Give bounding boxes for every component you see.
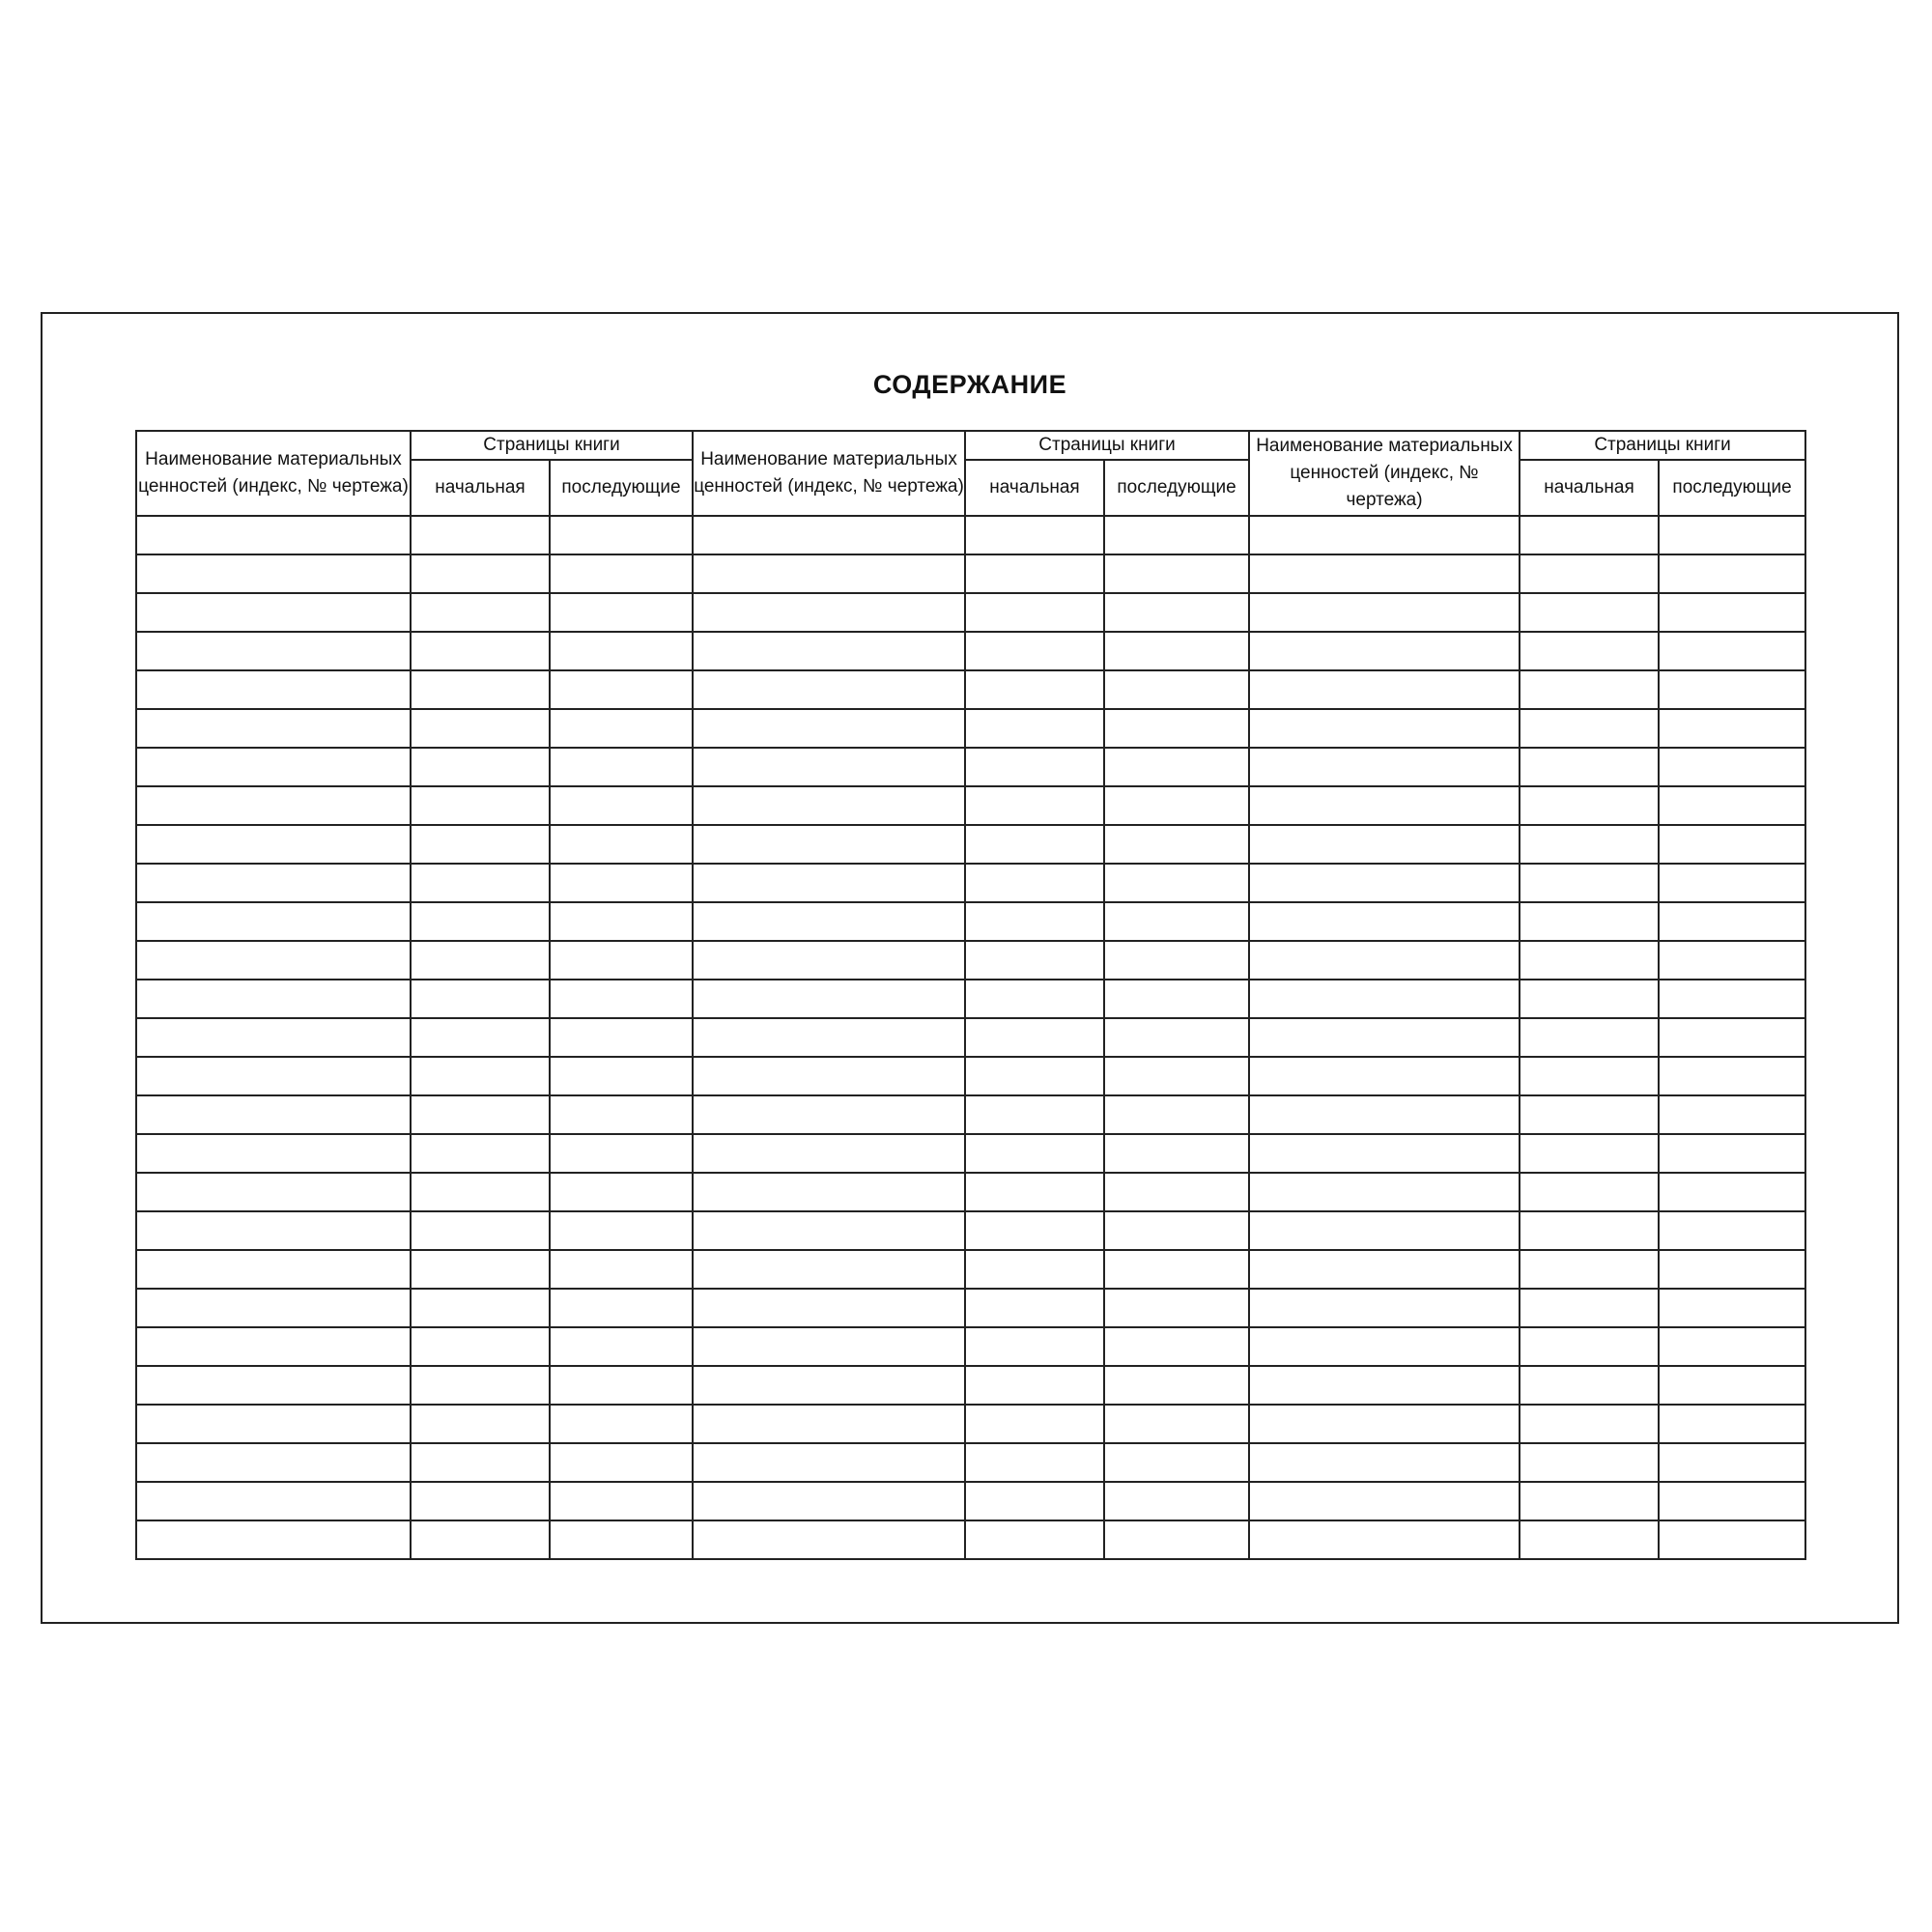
initial-page-cell[interactable] xyxy=(965,632,1104,670)
name-cell[interactable] xyxy=(693,709,965,748)
subsequent-pages-cell[interactable] xyxy=(550,902,693,941)
name-column-header: Наименование материальных ценностей (индекс, № чертежа) xyxy=(1249,431,1520,516)
name-cell[interactable] xyxy=(1249,748,1520,786)
initial-page-cell[interactable] xyxy=(965,1482,1104,1520)
subsequent-pages-cell[interactable] xyxy=(550,709,693,748)
subsequent-pages-cell[interactable] xyxy=(550,1482,693,1520)
subsequent-pages-cell[interactable] xyxy=(1104,980,1249,1018)
contents-table xyxy=(135,430,1806,1560)
subsequent-pages-cell[interactable] xyxy=(1104,748,1249,786)
name-cell[interactable] xyxy=(1249,1173,1520,1211)
table-row xyxy=(136,1443,1805,1482)
initial-page-cell[interactable] xyxy=(1520,670,1659,709)
initial-page-cell[interactable] xyxy=(965,902,1104,941)
initial-page-header: начальная xyxy=(1520,460,1659,516)
name-cell[interactable] xyxy=(693,1366,965,1405)
name-cell[interactable] xyxy=(1249,670,1520,709)
initial-page-cell[interactable] xyxy=(411,1018,550,1057)
name-cell[interactable] xyxy=(1249,632,1520,670)
initial-page-cell[interactable] xyxy=(965,1057,1104,1095)
table-row xyxy=(136,1482,1805,1520)
subsequent-pages-cell[interactable] xyxy=(550,1057,693,1095)
initial-page-cell[interactable] xyxy=(965,554,1104,593)
name-cell[interactable] xyxy=(136,1057,411,1095)
subsequent-pages-cell[interactable] xyxy=(1104,902,1249,941)
initial-page-cell[interactable] xyxy=(411,786,550,825)
initial-page-cell[interactable] xyxy=(965,1173,1104,1211)
name-cell[interactable] xyxy=(1249,1327,1520,1366)
subsequent-pages-cell[interactable] xyxy=(1104,941,1249,980)
table-row xyxy=(136,632,1805,670)
name-cell[interactable] xyxy=(136,554,411,593)
initial-page-cell[interactable] xyxy=(411,632,550,670)
subsequent-pages-cell[interactable] xyxy=(550,1018,693,1057)
initial-page-cell[interactable] xyxy=(965,1327,1104,1366)
subsequent-pages-cell[interactable] xyxy=(1659,1327,1805,1366)
initial-page-cell[interactable] xyxy=(965,1405,1104,1443)
subsequent-pages-cell[interactable] xyxy=(1104,1211,1249,1250)
subsequent-pages-cell[interactable] xyxy=(550,1327,693,1366)
table-row xyxy=(136,709,1805,748)
name-cell[interactable] xyxy=(693,1250,965,1289)
name-cell[interactable] xyxy=(693,1095,965,1134)
name-cell[interactable] xyxy=(693,1520,965,1559)
name-cell[interactable] xyxy=(1249,864,1520,902)
name-cell[interactable] xyxy=(1249,516,1520,554)
name-column-header: Наименование материальных ценностей (индекс, № чертежа) xyxy=(136,431,411,516)
pages-group-header: Страницы книги xyxy=(1520,431,1805,460)
subsequent-pages-cell[interactable] xyxy=(1659,1211,1805,1250)
initial-page-cell[interactable] xyxy=(1520,1134,1659,1173)
name-cell[interactable] xyxy=(1249,709,1520,748)
initial-page-cell[interactable] xyxy=(965,825,1104,864)
initial-page-cell[interactable] xyxy=(1520,864,1659,902)
name-cell[interactable] xyxy=(1249,980,1520,1018)
name-cell[interactable] xyxy=(136,593,411,632)
initial-page-cell[interactable] xyxy=(1520,1482,1659,1520)
subsequent-pages-cell[interactable] xyxy=(1104,554,1249,593)
name-cell[interactable] xyxy=(1249,825,1520,864)
initial-page-header: начальная xyxy=(965,460,1104,516)
name-cell[interactable] xyxy=(693,786,965,825)
subsequent-pages-header: последующие xyxy=(550,460,693,516)
name-cell[interactable] xyxy=(136,1134,411,1173)
header-row-top xyxy=(136,431,1805,460)
initial-page-cell[interactable] xyxy=(411,709,550,748)
subsequent-pages-header: последующие xyxy=(1659,460,1805,516)
initial-page-cell[interactable] xyxy=(965,516,1104,554)
pages-group-header: Страницы книги xyxy=(411,431,693,460)
subsequent-pages-cell[interactable] xyxy=(550,1211,693,1250)
name-cell[interactable] xyxy=(136,1289,411,1327)
table-row xyxy=(136,1134,1805,1173)
name-cell[interactable] xyxy=(693,1289,965,1327)
table-row xyxy=(136,786,1805,825)
initial-page-cell[interactable] xyxy=(411,1250,550,1289)
subsequent-pages-cell[interactable] xyxy=(1659,786,1805,825)
name-cell[interactable] xyxy=(1249,1482,1520,1520)
name-column-header: Наименование материальных ценностей (индекс, № чертежа) xyxy=(693,431,965,516)
subsequent-pages-cell[interactable] xyxy=(550,1250,693,1289)
initial-page-cell[interactable] xyxy=(411,1520,550,1559)
initial-page-cell[interactable] xyxy=(1520,1173,1659,1211)
initial-page-cell[interactable] xyxy=(1520,1095,1659,1134)
initial-page-cell[interactable] xyxy=(411,1057,550,1095)
subsequent-pages-cell[interactable] xyxy=(550,554,693,593)
name-cell[interactable] xyxy=(136,1173,411,1211)
name-cell[interactable] xyxy=(1249,1250,1520,1289)
initial-page-cell[interactable] xyxy=(965,1443,1104,1482)
initial-page-cell[interactable] xyxy=(1520,825,1659,864)
name-cell[interactable] xyxy=(1249,593,1520,632)
name-cell[interactable] xyxy=(693,1327,965,1366)
subsequent-pages-cell[interactable] xyxy=(550,941,693,980)
subsequent-pages-cell[interactable] xyxy=(1104,825,1249,864)
subsequent-pages-cell[interactable] xyxy=(1104,1366,1249,1405)
subsequent-pages-cell[interactable] xyxy=(1104,1095,1249,1134)
name-cell[interactable] xyxy=(693,825,965,864)
subsequent-pages-cell[interactable] xyxy=(1659,1250,1805,1289)
initial-page-cell[interactable] xyxy=(1520,709,1659,748)
subsequent-pages-cell[interactable] xyxy=(1104,670,1249,709)
name-cell[interactable] xyxy=(136,1405,411,1443)
name-cell[interactable] xyxy=(136,980,411,1018)
subsequent-pages-cell[interactable] xyxy=(1659,1018,1805,1057)
initial-page-cell[interactable] xyxy=(411,670,550,709)
subsequent-pages-cell[interactable] xyxy=(1104,632,1249,670)
initial-page-cell[interactable] xyxy=(965,670,1104,709)
subsequent-pages-cell[interactable] xyxy=(1659,1057,1805,1095)
subsequent-pages-cell[interactable] xyxy=(1659,1443,1805,1482)
document-title: СОДЕРЖАНИЕ xyxy=(872,370,1067,399)
subsequent-pages-cell[interactable] xyxy=(1659,1095,1805,1134)
initial-page-cell[interactable] xyxy=(965,864,1104,902)
name-cell[interactable] xyxy=(136,748,411,786)
initial-page-cell[interactable] xyxy=(965,1250,1104,1289)
initial-page-cell[interactable] xyxy=(411,980,550,1018)
subsequent-pages-cell[interactable] xyxy=(550,1134,693,1173)
subsequent-pages-cell[interactable] xyxy=(550,632,693,670)
initial-page-cell[interactable] xyxy=(965,748,1104,786)
initial-page-cell[interactable] xyxy=(411,825,550,864)
initial-page-cell[interactable] xyxy=(1520,1211,1659,1250)
name-cell[interactable] xyxy=(136,516,411,554)
name-cell[interactable] xyxy=(136,632,411,670)
table-row xyxy=(136,902,1805,941)
initial-page-cell[interactable] xyxy=(965,709,1104,748)
name-cell[interactable] xyxy=(136,1018,411,1057)
subsequent-pages-cell[interactable] xyxy=(550,1095,693,1134)
name-cell[interactable] xyxy=(693,632,965,670)
subsequent-pages-cell[interactable] xyxy=(550,1366,693,1405)
table-row xyxy=(136,593,1805,632)
name-cell[interactable] xyxy=(1249,941,1520,980)
initial-page-cell[interactable] xyxy=(965,1520,1104,1559)
initial-page-cell[interactable] xyxy=(411,1289,550,1327)
initial-page-cell[interactable] xyxy=(411,554,550,593)
initial-page-cell[interactable] xyxy=(1520,786,1659,825)
subsequent-pages-cell[interactable] xyxy=(1659,1520,1805,1559)
subsequent-pages-cell[interactable] xyxy=(1104,1482,1249,1520)
subsequent-pages-cell[interactable] xyxy=(550,1405,693,1443)
initial-page-cell[interactable] xyxy=(411,748,550,786)
name-cell[interactable] xyxy=(136,1250,411,1289)
name-cell[interactable] xyxy=(693,1482,965,1520)
table-row xyxy=(136,864,1805,902)
initial-page-cell[interactable] xyxy=(965,1095,1104,1134)
initial-page-cell[interactable] xyxy=(965,1289,1104,1327)
subsequent-pages-cell[interactable] xyxy=(550,516,693,554)
name-cell[interactable] xyxy=(693,670,965,709)
name-cell[interactable] xyxy=(136,1095,411,1134)
initial-page-cell[interactable] xyxy=(965,941,1104,980)
subsequent-pages-cell[interactable] xyxy=(1659,941,1805,980)
name-cell[interactable] xyxy=(1249,1443,1520,1482)
name-cell[interactable] xyxy=(136,1482,411,1520)
table-row xyxy=(136,670,1805,709)
subsequent-pages-cell[interactable] xyxy=(550,786,693,825)
table-row xyxy=(136,1250,1805,1289)
subsequent-pages-cell[interactable] xyxy=(550,864,693,902)
name-cell[interactable] xyxy=(1249,902,1520,941)
subsequent-pages-cell[interactable] xyxy=(1104,1327,1249,1366)
subsequent-pages-header: последующие xyxy=(1104,460,1249,516)
table-row xyxy=(136,1057,1805,1095)
subsequent-pages-cell[interactable] xyxy=(1104,1018,1249,1057)
subsequent-pages-cell[interactable] xyxy=(1659,1173,1805,1211)
name-cell[interactable] xyxy=(136,941,411,980)
name-cell[interactable] xyxy=(1249,1095,1520,1134)
subsequent-pages-cell[interactable] xyxy=(1659,516,1805,554)
initial-page-cell[interactable] xyxy=(1520,941,1659,980)
subsequent-pages-cell[interactable] xyxy=(1659,748,1805,786)
name-cell[interactable] xyxy=(1249,1289,1520,1327)
initial-page-cell[interactable] xyxy=(411,1405,550,1443)
subsequent-pages-cell[interactable] xyxy=(550,1289,693,1327)
subsequent-pages-cell[interactable] xyxy=(1104,786,1249,825)
subsequent-pages-cell[interactable] xyxy=(550,825,693,864)
subsequent-pages-cell[interactable] xyxy=(550,1173,693,1211)
name-cell[interactable] xyxy=(693,1211,965,1250)
initial-page-cell[interactable] xyxy=(1520,632,1659,670)
subsequent-pages-cell[interactable] xyxy=(1659,1134,1805,1173)
name-cell[interactable] xyxy=(693,902,965,941)
subsequent-pages-cell[interactable] xyxy=(1659,593,1805,632)
name-cell[interactable] xyxy=(136,864,411,902)
table-row xyxy=(136,1520,1805,1559)
subsequent-pages-cell[interactable] xyxy=(550,1443,693,1482)
initial-page-cell[interactable] xyxy=(411,1366,550,1405)
name-cell[interactable] xyxy=(693,1443,965,1482)
initial-page-cell[interactable] xyxy=(1520,1405,1659,1443)
initial-page-cell[interactable] xyxy=(411,593,550,632)
subsequent-pages-cell[interactable] xyxy=(1104,516,1249,554)
subsequent-pages-cell[interactable] xyxy=(1104,709,1249,748)
subsequent-pages-cell[interactable] xyxy=(1659,1289,1805,1327)
initial-page-cell[interactable] xyxy=(1520,1327,1659,1366)
initial-page-cell[interactable] xyxy=(1520,980,1659,1018)
name-cell[interactable] xyxy=(693,1134,965,1173)
initial-page-cell[interactable] xyxy=(965,786,1104,825)
table-row xyxy=(136,748,1805,786)
table-row xyxy=(136,1018,1805,1057)
table-row xyxy=(136,1327,1805,1366)
name-cell[interactable] xyxy=(693,1057,965,1095)
name-cell[interactable] xyxy=(1249,1134,1520,1173)
subsequent-pages-cell[interactable] xyxy=(1104,1250,1249,1289)
name-cell[interactable] xyxy=(693,864,965,902)
subsequent-pages-cell[interactable] xyxy=(1659,554,1805,593)
name-cell[interactable] xyxy=(136,1327,411,1366)
subsequent-pages-cell[interactable] xyxy=(1659,1405,1805,1443)
initial-page-cell[interactable] xyxy=(965,980,1104,1018)
initial-page-cell[interactable] xyxy=(1520,1250,1659,1289)
name-cell[interactable] xyxy=(1249,1057,1520,1095)
name-cell[interactable] xyxy=(693,1173,965,1211)
initial-page-cell[interactable] xyxy=(965,1018,1104,1057)
initial-page-cell[interactable] xyxy=(965,1211,1104,1250)
subsequent-pages-cell[interactable] xyxy=(1659,825,1805,864)
subsequent-pages-cell[interactable] xyxy=(1659,709,1805,748)
table-row xyxy=(136,1211,1805,1250)
name-cell[interactable] xyxy=(1249,1366,1520,1405)
subsequent-pages-cell[interactable] xyxy=(1659,670,1805,709)
table-row xyxy=(136,1289,1805,1327)
subsequent-pages-cell[interactable] xyxy=(550,748,693,786)
subsequent-pages-cell[interactable] xyxy=(550,670,693,709)
initial-page-cell[interactable] xyxy=(1520,902,1659,941)
initial-page-cell[interactable] xyxy=(411,516,550,554)
subsequent-pages-cell[interactable] xyxy=(1104,1520,1249,1559)
name-cell[interactable] xyxy=(1249,554,1520,593)
initial-page-cell[interactable] xyxy=(1520,516,1659,554)
subsequent-pages-cell[interactable] xyxy=(1104,1173,1249,1211)
name-cell[interactable] xyxy=(693,980,965,1018)
name-cell[interactable] xyxy=(136,1443,411,1482)
initial-page-cell[interactable] xyxy=(965,593,1104,632)
subsequent-pages-cell[interactable] xyxy=(550,980,693,1018)
subsequent-pages-cell[interactable] xyxy=(1104,1289,1249,1327)
initial-page-cell[interactable] xyxy=(1520,748,1659,786)
subsequent-pages-cell[interactable] xyxy=(1104,1057,1249,1095)
initial-page-cell[interactable] xyxy=(1520,593,1659,632)
pages-group-header: Страницы книги xyxy=(965,431,1249,460)
initial-page-cell[interactable] xyxy=(411,1327,550,1366)
name-cell[interactable] xyxy=(136,786,411,825)
name-cell[interactable] xyxy=(1249,1405,1520,1443)
name-cell[interactable] xyxy=(1249,786,1520,825)
name-cell[interactable] xyxy=(693,748,965,786)
subsequent-pages-cell[interactable] xyxy=(1104,593,1249,632)
table-row xyxy=(136,825,1805,864)
initial-page-cell[interactable] xyxy=(1520,1520,1659,1559)
initial-page-cell[interactable] xyxy=(411,902,550,941)
name-cell[interactable] xyxy=(136,825,411,864)
name-cell[interactable] xyxy=(136,709,411,748)
initial-page-cell[interactable] xyxy=(1520,1057,1659,1095)
table-row xyxy=(136,554,1805,593)
subsequent-pages-cell[interactable] xyxy=(1659,902,1805,941)
name-cell[interactable] xyxy=(1249,1211,1520,1250)
initial-page-cell[interactable] xyxy=(1520,1018,1659,1057)
initial-page-cell[interactable] xyxy=(1520,1289,1659,1327)
table-row xyxy=(136,1405,1805,1443)
subsequent-pages-cell[interactable] xyxy=(550,1520,693,1559)
table-row xyxy=(136,941,1805,980)
subsequent-pages-cell[interactable] xyxy=(1659,1366,1805,1405)
table-row xyxy=(136,1173,1805,1211)
table-row xyxy=(136,1095,1805,1134)
name-cell[interactable] xyxy=(136,1520,411,1559)
name-cell[interactable] xyxy=(1249,1520,1520,1559)
subsequent-pages-cell[interactable] xyxy=(1659,632,1805,670)
initial-page-header: начальная xyxy=(411,460,550,516)
table-row xyxy=(136,980,1805,1018)
name-cell[interactable] xyxy=(693,941,965,980)
subsequent-pages-cell[interactable] xyxy=(1659,1482,1805,1520)
name-cell[interactable] xyxy=(693,593,965,632)
subsequent-pages-cell[interactable] xyxy=(1659,980,1805,1018)
initial-page-cell[interactable] xyxy=(411,1443,550,1482)
table-row xyxy=(136,516,1805,554)
initial-page-cell[interactable] xyxy=(965,1134,1104,1173)
initial-page-cell[interactable] xyxy=(1520,1366,1659,1405)
initial-page-cell[interactable] xyxy=(965,1366,1104,1405)
subsequent-pages-cell[interactable] xyxy=(1104,1405,1249,1443)
name-cell[interactable] xyxy=(693,1018,965,1057)
initial-page-cell[interactable] xyxy=(411,941,550,980)
subsequent-pages-cell[interactable] xyxy=(1104,1134,1249,1173)
subsequent-pages-cell[interactable] xyxy=(1104,1443,1249,1482)
name-cell[interactable] xyxy=(693,1405,965,1443)
name-cell[interactable] xyxy=(136,902,411,941)
contents-table-body xyxy=(136,516,1805,1559)
subsequent-pages-cell[interactable] xyxy=(1104,864,1249,902)
table-row xyxy=(136,1366,1805,1405)
initial-page-cell[interactable] xyxy=(1520,554,1659,593)
name-cell[interactable] xyxy=(136,1211,411,1250)
name-cell[interactable] xyxy=(136,670,411,709)
name-cell[interactable] xyxy=(693,516,965,554)
initial-page-cell[interactable] xyxy=(411,1095,550,1134)
initial-page-cell[interactable] xyxy=(411,1482,550,1520)
name-cell[interactable] xyxy=(693,554,965,593)
name-cell[interactable] xyxy=(136,1366,411,1405)
document-sheet xyxy=(41,312,1899,1624)
initial-page-cell[interactable] xyxy=(411,864,550,902)
initial-page-cell[interactable] xyxy=(411,1173,550,1211)
initial-page-cell[interactable] xyxy=(411,1134,550,1173)
subsequent-pages-cell[interactable] xyxy=(1659,864,1805,902)
subsequent-pages-cell[interactable] xyxy=(550,593,693,632)
name-cell[interactable] xyxy=(1249,1018,1520,1057)
initial-page-cell[interactable] xyxy=(1520,1443,1659,1482)
initial-page-cell[interactable] xyxy=(411,1211,550,1250)
